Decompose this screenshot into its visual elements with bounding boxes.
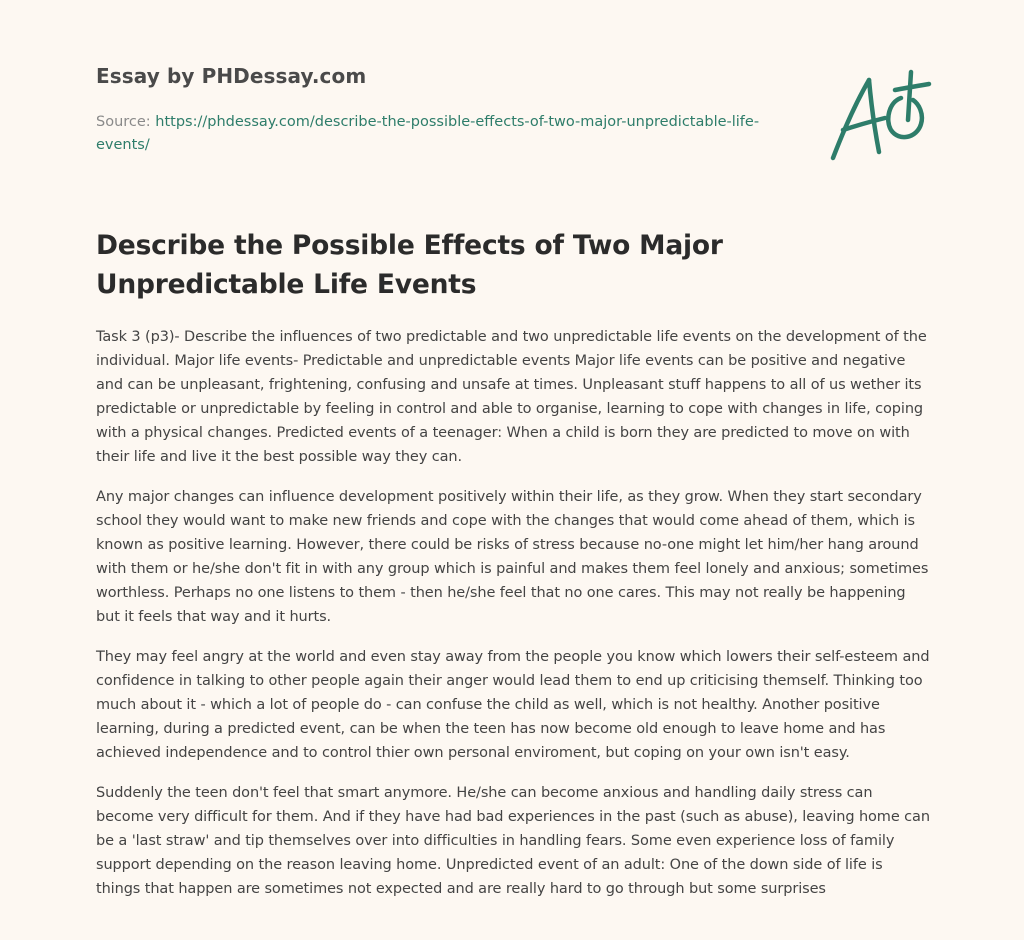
essay-paragraph: Task 3 (p3)- Describe the influences of two predictable and two unpredictable life events on the development of the individual. Major life events- Predictable and unpredictable events Major life events can be positive and negative and can be unpleasant, frightening, confusing and unsafe at times. Unpleasant stuff happens to all of us wether its predictable or unpredictable by feeling in control and able to organise, learning to cope with changes in life, coping with a physical changes. Predicted events of a teenager: When a child is born they are predicted to move on with their life and live it the best possible way they can.: [96, 329, 927, 465]
essay-paragraph: Any major changes can influence development positively within their life, as they grow. When they start secondary school they would want to make new friends and cope with the changes that would come ahead of them, which is known as positive learning. However, there could be risks of stress because no-one might let him/her hang around with them or he/she don't fit in with any group which is painful and makes them feel lonely and anxious; sometimes worthless. Perhaps no one listens to them - then he/she feel that no one cares. This may not really be happening but it feels that way and it hurts.: [96, 489, 929, 625]
essay-body: [96, 325, 930, 917]
source-label: Source:: [96, 114, 156, 130]
source-link[interactable]: https://phdessay.com/describe-the-possible-effects-of-two-major-unpredictable-life-events/: [96, 114, 760, 153]
a-plus-grade-icon: [829, 68, 935, 164]
essay-paragraph: They may feel angry at the world and even stay away from the people you know which lowers their self-esteem and confidence in talking to other people again their anger would lead them to end up criticising themself. Thinking too much about it - which a lot of people do - can confuse the child as well, which is not healthy. Another positive learning, during a predicted event, can be when the teen has now become old enough to leave home and has achieved independence and to control thier own personal enviroment, but coping on your own isn't easy.: [96, 649, 930, 761]
essay-paragraph: Suddenly the teen don't feel that smart anymore. He/she can become anxious and handling daily stress can become very difficult for them. And if they have had bad experiences in the past (such as abuse), leaving home can be a 'last straw' and tip themselves over into difficulties in handling fears. Some even experience loss of family support depending on the reason leaving home. Unpredicted event of an adult: One of the down side of life is things that happen are sometimes not expected and are really hard to go through but some surprises: [96, 785, 930, 897]
source-line: [96, 111, 786, 157]
essay-title: Describe the Possible Effects of Two Major Unpredictable Life Events: [96, 230, 723, 300]
site-title: Essay by PHDessay.com: [96, 64, 367, 88]
